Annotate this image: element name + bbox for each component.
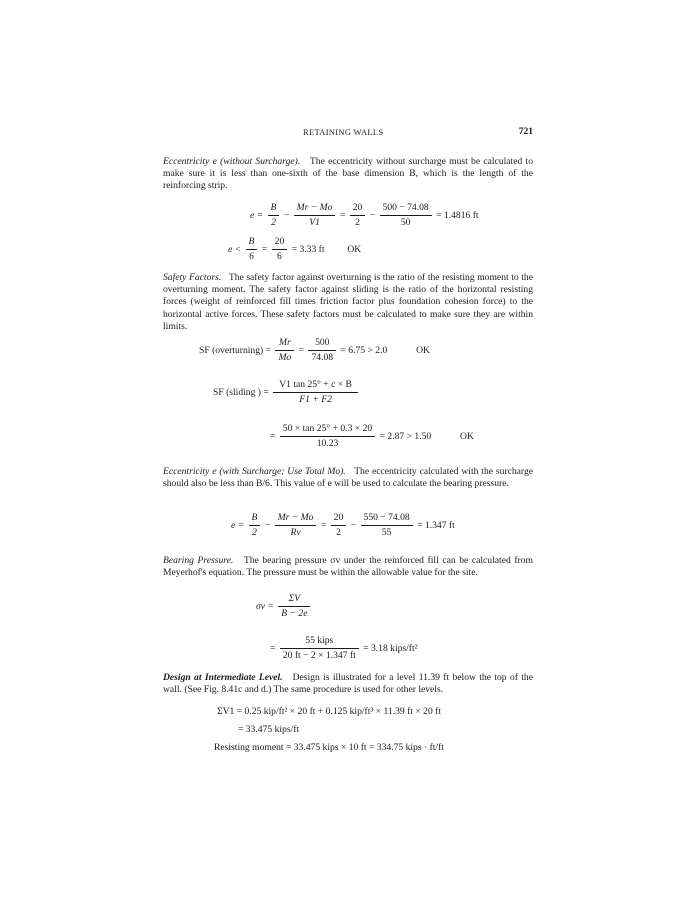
- equation-eccentricity-1: e = $\frac{B}{2}$ − $\frac{Mr - Mo}{V1}$ = $\frac{20}{2}$ − $\frac{500 - 74.08}{50}$ = 1.4816 ft: [250, 202, 479, 228]
- section-heading: Eccentricity e (without Surcharge).: [163, 156, 301, 167]
- paragraph-safety-factors: [163, 272, 533, 333]
- running-head: RETAINING WALLS: [303, 127, 384, 137]
- equation-sum-v1: ΣV1 = 0.25 kip/ft² × 20 ft + 0.125 kip/ft³ × 11.39 ft × 20 ft: [217, 706, 442, 717]
- equation-bearing-1: σv = $\frac{\Sigma V}{B - 2e}$: [256, 592, 312, 621]
- paragraph-text: The eccentricity calculated with the surcharge should also be less than B/6. This value of e will be used to calculate the bearing pressure.: [163, 466, 533, 490]
- paragraph-intermediate-level: [163, 672, 533, 696]
- equation-resisting-moment: Resisting moment = 33.475 kips × 10 ft = 334.75 kips · ft/ft: [214, 742, 444, 753]
- equation-bearing-2: = $\frac{\text{55 kips}}{20 ft - 2 \times 1.347 ft}$ = 3.18 kips/ft²: [270, 635, 418, 661]
- paragraph-text: The eccentricity without surcharge must be calculated to make sure it is less than one-sixth of the base dimension B, which is the length of the reinforcing strip.: [163, 156, 533, 192]
- equation-sum-v1-result: = 33.475 kips/ft: [238, 724, 300, 735]
- section-heading: Eccentricity e (with Surcharge; Use Total Mo).: [163, 466, 346, 477]
- paragraph-bearing-pressure: [163, 555, 533, 579]
- equation-sf-overturning: SF (overturning) = $\frac{Mr}{Mo}$ = $\frac{500}{74.08}$ = 6.75 > 2.0 OK: [199, 337, 430, 363]
- equation-eccentricity-limit: e < $\frac{B}{6}$ = $\frac{20}{6}$ = 3.33 ft OK: [228, 236, 362, 262]
- page-header: [163, 127, 533, 141]
- section-heading: Safety Factors.: [163, 272, 222, 283]
- paragraph-eccentricity-surcharge: [163, 466, 533, 490]
- page-number: 721: [518, 127, 533, 137]
- equation-eccentricity-2: e = $\frac{B}{2}$ − $\frac{Mr - Mo}{Rv}$ = $\frac{20}{2}$ − $\frac{550 - 74.08}{55}$ = 1.347 ft: [231, 512, 455, 538]
- paragraph-text: The safety factor against overturning is the ratio of the resisting moment to the overturning moment. The safety factor against sliding is the ratio of the horizontal resisting forces (weight of reinforced fill times friction factor plus foundation cohesion force) to the horizontal active forces. These safety factors must be calculated to make sure they are within limits.: [163, 272, 533, 332]
- section-heading: Bearing Pressure.: [163, 555, 234, 566]
- paragraph-text: The bearing pressure σv under the reinforced fill can be calculated from Meyerhof's equation. The pressure must be within the allowable value for the site.: [163, 555, 533, 579]
- equation-sf-sliding-value: = $\frac{50 \times \tan 25^\circ + 0.3 \times 20}{10.23}$ = 2.87 > 1.50 OK: [270, 423, 474, 449]
- paragraph-text: Design is illustrated for a level 11.39 ft below the top of the wall. (See Fig. 8.41c and d.) The same procedure is used for other levels.: [163, 672, 533, 696]
- section-heading: Design at Intermediate Level.: [163, 672, 283, 683]
- paragraph-eccentricity-no-surcharge: [163, 156, 533, 193]
- equation-sf-sliding: SF (sliding ) = $\frac{V1 \tan 25^\circ + c \times B}{F1 + F2}$: [213, 378, 360, 407]
